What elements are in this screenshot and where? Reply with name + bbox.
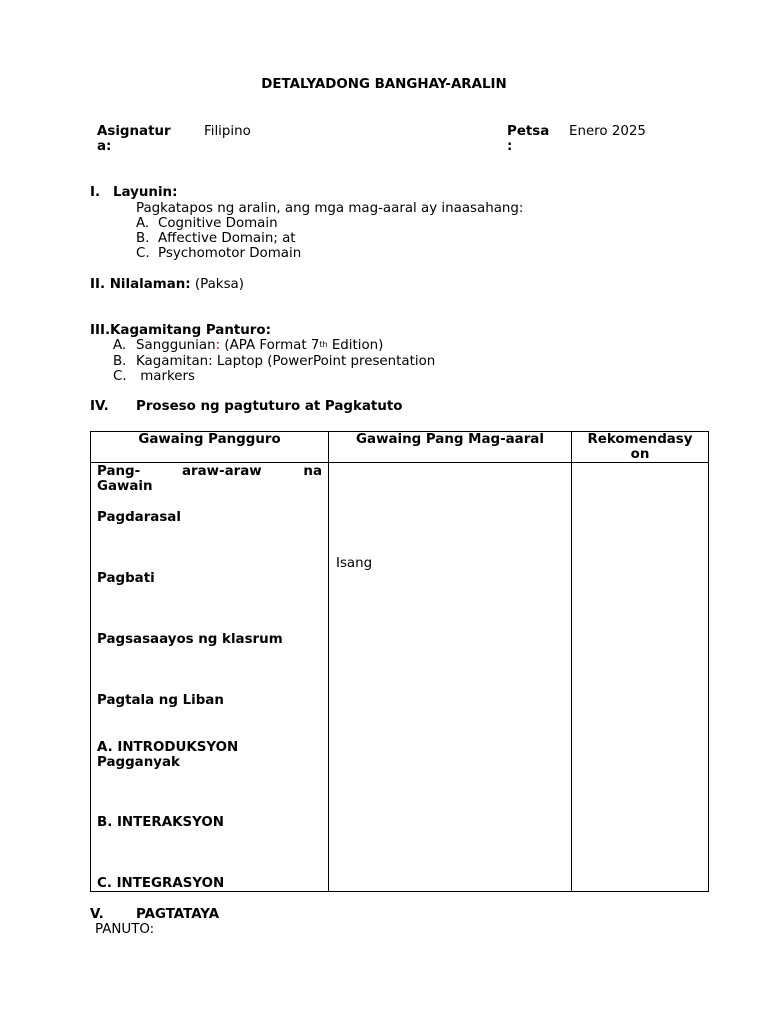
layunin-intro: Pagkatapos ng aralin, ang mga mag-aaral ay inaasahang: bbox=[136, 201, 524, 216]
recommendation-cell bbox=[572, 463, 709, 892]
student-activities-cell bbox=[329, 463, 572, 892]
layunin-item-letter: C. bbox=[136, 246, 150, 261]
date-label: Petsa bbox=[507, 124, 550, 139]
subject-value: Filipino bbox=[204, 124, 251, 139]
panuto-label: PANUTO: bbox=[95, 922, 155, 937]
lesson-process-table bbox=[90, 431, 709, 892]
activity-interaksyon: B. INTERAKSYON bbox=[97, 815, 224, 830]
routine-heading: Pang- araw-araw na bbox=[97, 464, 322, 479]
activity-pagsasaayos: Pagsasaayos ng klasrum bbox=[97, 632, 283, 647]
activity-pagganyak: Pagganyak bbox=[97, 755, 180, 770]
nilalaman-value: (Paksa) bbox=[194, 277, 244, 292]
nilalaman-line bbox=[90, 277, 244, 292]
superscript-th: th bbox=[319, 340, 328, 349]
section-heading-proseso: Proseso ng pagtuturo at Pagkatuto bbox=[136, 399, 403, 414]
kagamitan-item: Kagamitan: Laptop (PowerPoint presentation bbox=[136, 354, 436, 369]
date-label-cont: : bbox=[507, 139, 513, 154]
document-title: DETALYADONG BANGHAY-ARALIN bbox=[261, 77, 507, 92]
layunin-item-letter: A. bbox=[136, 216, 150, 231]
activity-pagdarasal: Pagdarasal bbox=[97, 510, 181, 525]
layunin-item: Affective Domain; at bbox=[158, 231, 296, 246]
sanggunian-text-end: Edition) bbox=[327, 338, 384, 353]
activity-introduksyon: A. INTRODUKSYON bbox=[97, 740, 239, 755]
layunin-item: Psychomotor Domain bbox=[158, 246, 302, 261]
date-value: Enero 2025 bbox=[569, 124, 646, 139]
layunin-item: Cognitive Domain bbox=[158, 216, 278, 231]
section-heading-layunin: Layunin: bbox=[113, 185, 178, 200]
table-header-teacher: Gawaing Pangguro bbox=[91, 432, 329, 463]
teacher-activities-cell bbox=[91, 463, 329, 892]
activity-pagbati: Pagbati bbox=[97, 571, 155, 586]
kagamitan-item-letter: A. bbox=[113, 338, 127, 353]
kagamitan-item-letter: C. bbox=[113, 369, 127, 384]
routine-heading-cont: Gawain bbox=[97, 479, 153, 494]
subject-label: Asignatur bbox=[97, 124, 171, 139]
activity-integrasyon: C. INTEGRASYON bbox=[97, 876, 225, 891]
layunin-item-letter: B. bbox=[136, 231, 150, 246]
section-heading-kagamitan: III.Kagamitang Panturo: bbox=[90, 323, 271, 338]
table-header-recommendation: Rekomendasy on bbox=[572, 432, 709, 463]
section-number-proseso: IV. bbox=[90, 399, 109, 414]
kagamitan-item-letter: B. bbox=[113, 354, 127, 369]
activity-pagtala: Pagtala ng Liban bbox=[97, 693, 224, 708]
kagamitan-item: markers bbox=[136, 369, 196, 384]
subject-label-cont: a: bbox=[97, 139, 112, 154]
student-text-isang: Isang bbox=[336, 556, 373, 571]
sanggunian-label: Sanggunian bbox=[136, 338, 216, 353]
section-number-pagtataya: V. bbox=[90, 907, 104, 922]
table-header-student: Gawaing Pang Mag-aaral bbox=[329, 432, 572, 463]
section-number-layunin: I. bbox=[90, 185, 101, 200]
section-heading-nilalaman: II. Nilalaman: bbox=[90, 277, 191, 292]
sanggunian-text: (APA Format 7 bbox=[220, 338, 320, 353]
sanggunian-colon: : bbox=[215, 338, 221, 353]
section-heading-pagtataya: PAGTATAYA bbox=[136, 907, 220, 922]
kagamitan-item-sanggunian bbox=[136, 338, 383, 353]
